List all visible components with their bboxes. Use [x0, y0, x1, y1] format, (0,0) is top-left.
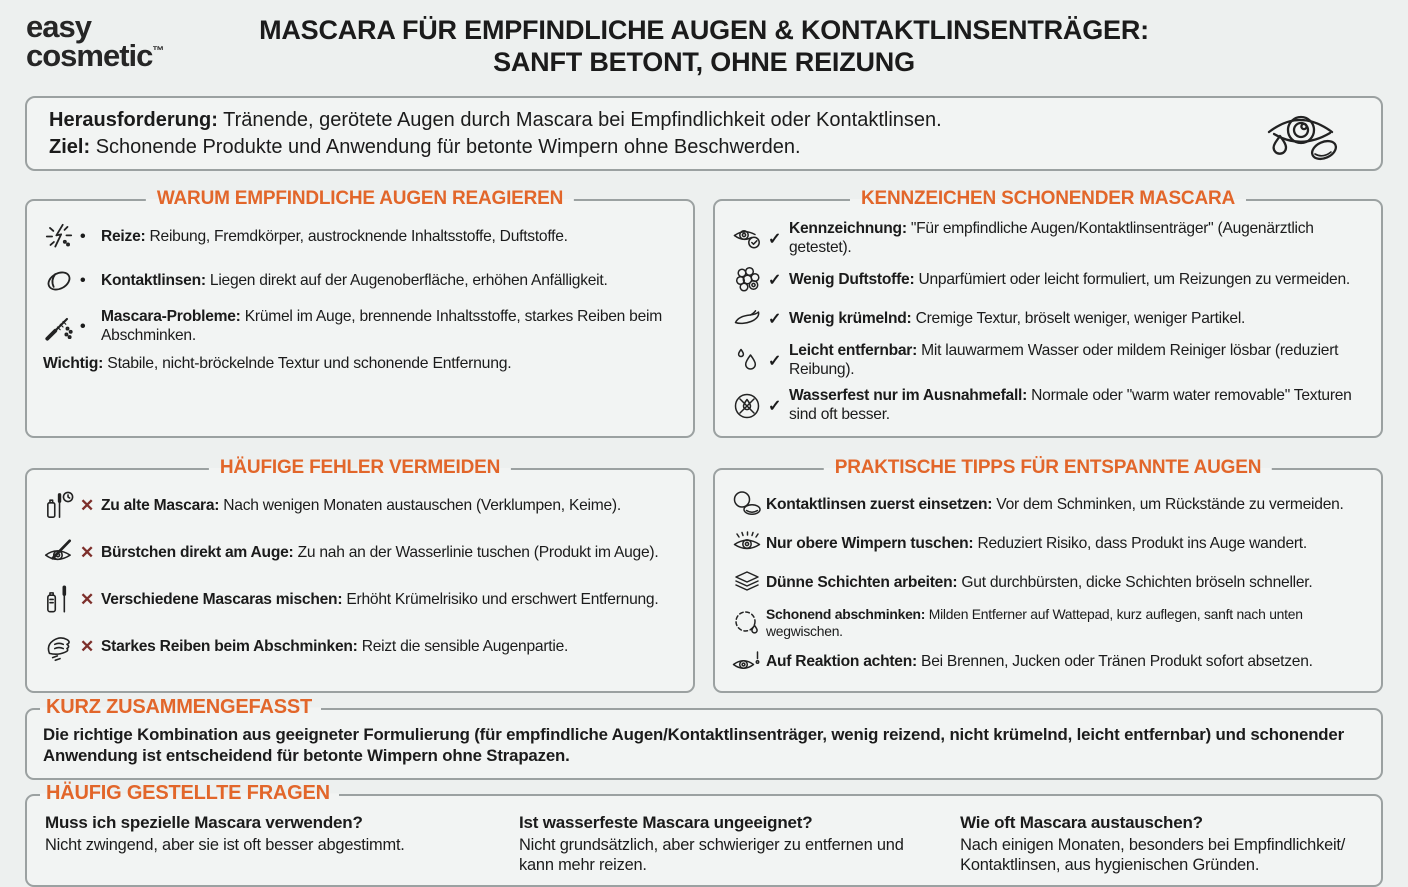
trademark-symbol: ™: [152, 43, 165, 58]
list-item-text: Kontaktlinsen: Liegen direkt auf der Augenoberfläche, erhöhen Anfälligkeit.: [101, 271, 608, 289]
section-gentle-mascara-markers: [713, 188, 1383, 438]
summary-title: KURZ ZUSAMMENGEFASST: [40, 696, 321, 719]
faq-item: [960, 813, 1363, 875]
page-title: [170, 0, 1238, 78]
page-title-line2: SANFT BETONT, OHNE REIZUNG: [493, 46, 915, 77]
x-mark: ✕: [80, 637, 95, 657]
list-item-text: Reize: Reibung, Fremdkörper, austrocknende Inhaltsstoffe, Duftstoffe.: [101, 227, 568, 245]
list-item: [728, 264, 1369, 296]
challenge-line: Herausforderung: Tränende, gerötete Augen durch Mascara bei Empfindlichkeit oder Kontaktlinsen.: [49, 108, 942, 131]
list-item: [40, 220, 681, 254]
old-mascara-clock-icon: [40, 489, 78, 523]
list-item-text: Wasserfest nur im Ausnahmefall: Normale oder "warm water removable" Texturen sind oft besser.: [789, 386, 1352, 423]
list-item-text: Verschiedene Mascaras mischen: Erhöht Krümelrisiko und erschwert Entfernung.: [101, 590, 659, 608]
faq-question: Wie oft Mascara austauschen?: [960, 812, 1203, 832]
contact-lenses-pair-icon: [728, 489, 766, 521]
list-item-text: Wenig krümelnd: Cremige Textur, bröselt weniger, weniger Partikel.: [789, 310, 1246, 328]
faq-box: [25, 781, 1383, 887]
summary-box: [25, 695, 1383, 780]
cotton-pad-icon: [728, 607, 766, 639]
thin-layers-icon: [728, 567, 766, 599]
section-practical-tips: [713, 457, 1383, 692]
list-item: [728, 567, 1369, 599]
list-item: [728, 387, 1369, 424]
faq-answer: Nach einigen Monaten, besonders bei Empfindlichkeit/ Kontaktlinsen, aus hygienischen Gründen.: [960, 835, 1346, 874]
irritation-spark-icon: [40, 220, 78, 254]
brush-near-eye-icon: [40, 536, 78, 570]
eye-reaction-alert-icon: [728, 647, 766, 679]
mixing-mascaras-icon: [40, 583, 78, 617]
section-why-eyes-react: [25, 188, 695, 438]
x-mark: ✕: [80, 590, 95, 610]
list-item-text: Auf Reaktion achten: Bei Brennen, Jucken oder Tränen Produkt sofort absetzen.: [766, 653, 1313, 671]
section-title-tips: PRAKTISCHE TIPPS FÜR ENTSPANNTE AUGEN: [824, 457, 1272, 479]
check-mark: ✓: [768, 230, 782, 248]
list-item-text: Kontaktlinsen zuerst einsetzen: Vor dem Schminken, um Rückstände zu vermeiden.: [766, 495, 1344, 513]
list-item: [728, 528, 1369, 560]
x-mark: ✕: [80, 496, 95, 516]
list-item: [40, 264, 681, 298]
faq-answer: Nicht grundsätzlich, aber schwieriger zu entfernen und kann mehr reizen.: [519, 835, 904, 874]
check-mark: ✓: [768, 397, 782, 415]
section-title-mistakes: HÄUFIGE FEHLER VERMEIDEN: [209, 457, 511, 479]
no-waterproof-icon: [728, 390, 766, 422]
certified-eye-icon: [728, 223, 766, 255]
brand-line1: easy: [26, 9, 91, 44]
list-item-text: Nur obere Wimpern tuschen: Reduziert Risiko, dass Produkt ins Auge wandert.: [766, 534, 1307, 552]
goal-line: Ziel: Schonende Produkte und Anwendung für betonte Wimpern ohne Beschwerden.: [49, 135, 801, 158]
list-item: [728, 606, 1369, 639]
list-item: [728, 342, 1369, 379]
list-item: [40, 583, 681, 617]
list-item-text: Zu alte Mascara: Nach wenigen Monaten austauschen (Verklumpen, Keime).: [101, 496, 621, 514]
section-frequent-mistakes: [25, 457, 695, 692]
list-item: [728, 489, 1369, 521]
cream-texture-icon: [728, 303, 766, 335]
check-mark: ✓: [768, 272, 782, 290]
faq-title: HÄUFIG GESTELLTE FRAGEN: [40, 782, 339, 805]
bullet-mark: •: [80, 272, 86, 289]
bullet-mark: •: [80, 228, 86, 245]
list-item-text: Schonend abschminken: Milden Entferner auf Wattepad, kurz auflegen, sanft nach unten wegwischen.: [766, 606, 1303, 639]
check-mark: ✓: [768, 353, 782, 371]
section-title-markers: KENNZEICHEN SCHONENDER MASCARA: [850, 188, 1246, 210]
faq-item: [519, 813, 930, 875]
list-item-text: Mascara-Probleme: Krümel im Auge, brennende Inhaltsstoffe, starkes Reiben beim Abschminken.: [101, 308, 662, 344]
faq-question: Muss ich spezielle Mascara verwenden?: [45, 812, 363, 832]
list-item-text: Dünne Schichten arbeiten: Gut durchbürsten, dicke Schichten bröseln schneller.: [766, 573, 1313, 591]
page-title-line1: MASCARA FÜR EMPFINDLICHE AUGEN & KONTAKTLINSENTRÄGER:: [259, 15, 1149, 45]
list-item: [728, 303, 1369, 335]
list-item-text: Leicht entfernbar: Mit lauwarmem Wasser oder mildem Reiniger lösbar (reduziert Reibung).: [789, 342, 1339, 379]
list-item: [40, 630, 681, 664]
list-item: [40, 536, 681, 570]
list-item: [728, 647, 1369, 679]
faq-item: [45, 813, 489, 875]
list-item-text: Bürstchen direkt am Auge: Zu nah an der Wasserlinie tuschen (Produkt im Auge).: [101, 543, 659, 561]
summary-text: Die richtige Kombination aus geeigneter Formulierung (für empfindliche Augen/Kontaktlinsenträger, wenig reizend, nicht krümelnd, leicht entfernbar) und schonender Anwendung ist entscheidend für betonte Wimpern ohne Strapazen.: [43, 724, 1344, 765]
list-item-text: Wenig Duftstoffe: Unparfümiert oder leicht formuliert, um Reizungen zu vermeiden.: [789, 271, 1350, 289]
list-item: [728, 220, 1369, 257]
check-mark: ✓: [768, 311, 782, 329]
brand-logo: [26, 9, 165, 73]
water-drops-icon: [728, 345, 766, 377]
page-header: [0, 0, 1408, 94]
content-grid: [25, 188, 1383, 693]
upper-lashes-eye-icon: [728, 528, 766, 560]
challenge-goal-box: [25, 96, 1383, 171]
challenge-goal-text: [49, 107, 1255, 161]
list-item-text: Kennzeichnung: "Für empfindliche Augen/Kontaktlinsenträger" (Augenärztlich getestet).: [789, 220, 1314, 256]
list-item: [40, 308, 681, 345]
section-title-why: WARUM EMPFINDLICHE AUGEN REAGIEREN: [146, 188, 574, 210]
fragrance-blossoms-icon: [728, 264, 766, 296]
bullet-mark: •: [80, 317, 86, 335]
list-item-text: Starkes Reiben beim Abschminken: Reizt die sensible Augenpartie.: [101, 637, 569, 655]
brand-line2: cosmetic™: [26, 37, 165, 73]
teary-eye-with-contact-lens-icon: [1255, 105, 1347, 163]
rubbing-hand-icon: [40, 630, 78, 664]
mascara-wand-icon: [40, 310, 78, 344]
x-mark: ✕: [80, 543, 95, 563]
faq-question: Ist wasserfeste Mascara ungeeignet?: [519, 812, 813, 832]
contact-lens-icon: [40, 264, 78, 298]
section-footer-note: Wichtig: Stabile, nicht-bröckelnde Textur und schonende Entfernung.: [43, 355, 512, 373]
list-item: [40, 489, 681, 523]
faq-answer: Nicht zwingend, aber sie ist oft besser abgestimmt.: [45, 835, 405, 854]
